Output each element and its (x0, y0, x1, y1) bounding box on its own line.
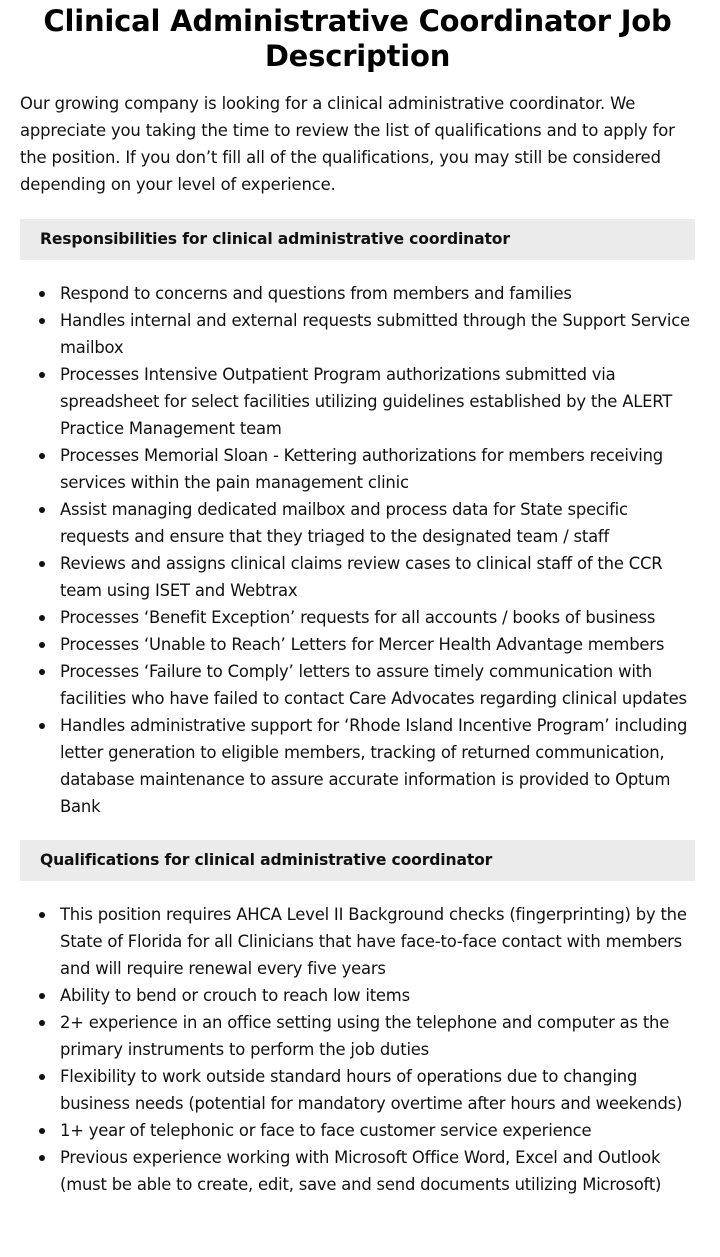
list-item (60, 982, 695, 1009)
bullet-icon (39, 1128, 45, 1134)
intro-paragraph: Our growing company is looking for a clinical administrative coordinator. We appreciate you taking the time to review the list of qualifications and to apply for the position. If you don’t fill all of the qualifications, you may still be considered depending on your level of experience. (20, 94, 675, 194)
bullet-icon (39, 642, 45, 648)
list-item-text: Respond to concerns and questions from members and families (60, 284, 572, 303)
list-item-text: Processes ‘Failure to Comply’ letters to assure timely communication with facilities who have failed to contact Care Advocates regarding clinical updates (60, 662, 687, 708)
list-item (60, 1117, 695, 1144)
list-item-text: Processes ‘Benefit Exception’ requests for all accounts / books of business (60, 608, 656, 627)
bullet-icon (39, 912, 45, 918)
list-item-text: 1+ year of telephonic or face to face customer service experience (60, 1121, 592, 1140)
list-item (60, 496, 695, 550)
list-item-text: This position requires AHCA Level II Background checks (fingerprinting) by the State of Florida for all Clinicians that have face-to-face contact with members and will require renewal every five years (60, 905, 687, 978)
list-item-text: 2+ experience in an office setting using the telephone and computer as the primary instruments to perform the job duties (60, 1013, 670, 1059)
page-title: Clinical Administrative Coordinator Job Description (43, 4, 672, 73)
list-item (60, 631, 695, 658)
bullet-icon (39, 993, 45, 999)
list-item (60, 1009, 695, 1063)
list-item (60, 307, 695, 361)
list-item (60, 1063, 695, 1117)
qualifications-list (20, 901, 695, 1198)
bullet-icon (39, 318, 45, 324)
bullet-icon (39, 723, 45, 729)
bullet-icon (39, 615, 45, 621)
list-item (60, 604, 695, 631)
bullet-icon (39, 453, 45, 459)
list-item-text: Ability to bend or crouch to reach low items (60, 986, 410, 1005)
list-item (60, 442, 695, 496)
list-item (60, 658, 695, 712)
list-item-text: Flexibility to work outside standard hours of operations due to changing business needs (potential for mandatory overtime after hours and weekends) (60, 1067, 683, 1113)
bullet-icon (39, 1074, 45, 1080)
job-description-page (0, 4, 720, 1198)
bullet-icon (39, 1020, 45, 1026)
list-item (60, 280, 695, 307)
bullet-icon (39, 669, 45, 675)
list-item-text: Handles internal and external requests submitted through the Support Service mailbox (60, 311, 690, 357)
responsibilities-heading: Responsibilities for clinical administrative coordinator (20, 219, 695, 260)
list-item-text: Processes Memorial Sloan - Kettering authorizations for members receiving services within the pain management clinic (60, 446, 663, 492)
bullet-icon (39, 561, 45, 567)
bullet-icon (39, 507, 45, 513)
bullet-icon (39, 1155, 45, 1161)
bullet-icon (39, 372, 45, 378)
bullet-icon (39, 291, 45, 297)
list-item-text: Processes Intensive Outpatient Program authorizations submitted via spreadsheet for select facilities utilizing guidelines established by the ALERT Practice Management team (60, 365, 673, 438)
list-item-text: Handles administrative support for ‘Rhode Island Incentive Program’ including letter generation to eligible members, tracking of returned communication, database maintenance to assure accurate information is provided to Optum Bank (60, 716, 688, 816)
qualifications-heading: Qualifications for clinical administrative coordinator (20, 840, 695, 881)
list-item-text: Processes ‘Unable to Reach’ Letters for Mercer Health Advantage members (60, 635, 665, 654)
list-item (60, 361, 695, 442)
list-item (60, 550, 695, 604)
list-item-text: Previous experience working with Microsoft Office Word, Excel and Outlook (must be able to create, edit, save and send documents utilizing Microsoft) (60, 1148, 662, 1194)
list-item-text: Assist managing dedicated mailbox and process data for State specific requests and ensure that they triaged to the designated team / staff (60, 500, 628, 546)
responsibilities-list (20, 280, 695, 820)
list-item (60, 1144, 695, 1198)
list-item (60, 901, 695, 982)
list-item (60, 712, 695, 820)
list-item-text: Reviews and assigns clinical claims review cases to clinical staff of the CCR team using ISET and Webtrax (60, 554, 663, 600)
